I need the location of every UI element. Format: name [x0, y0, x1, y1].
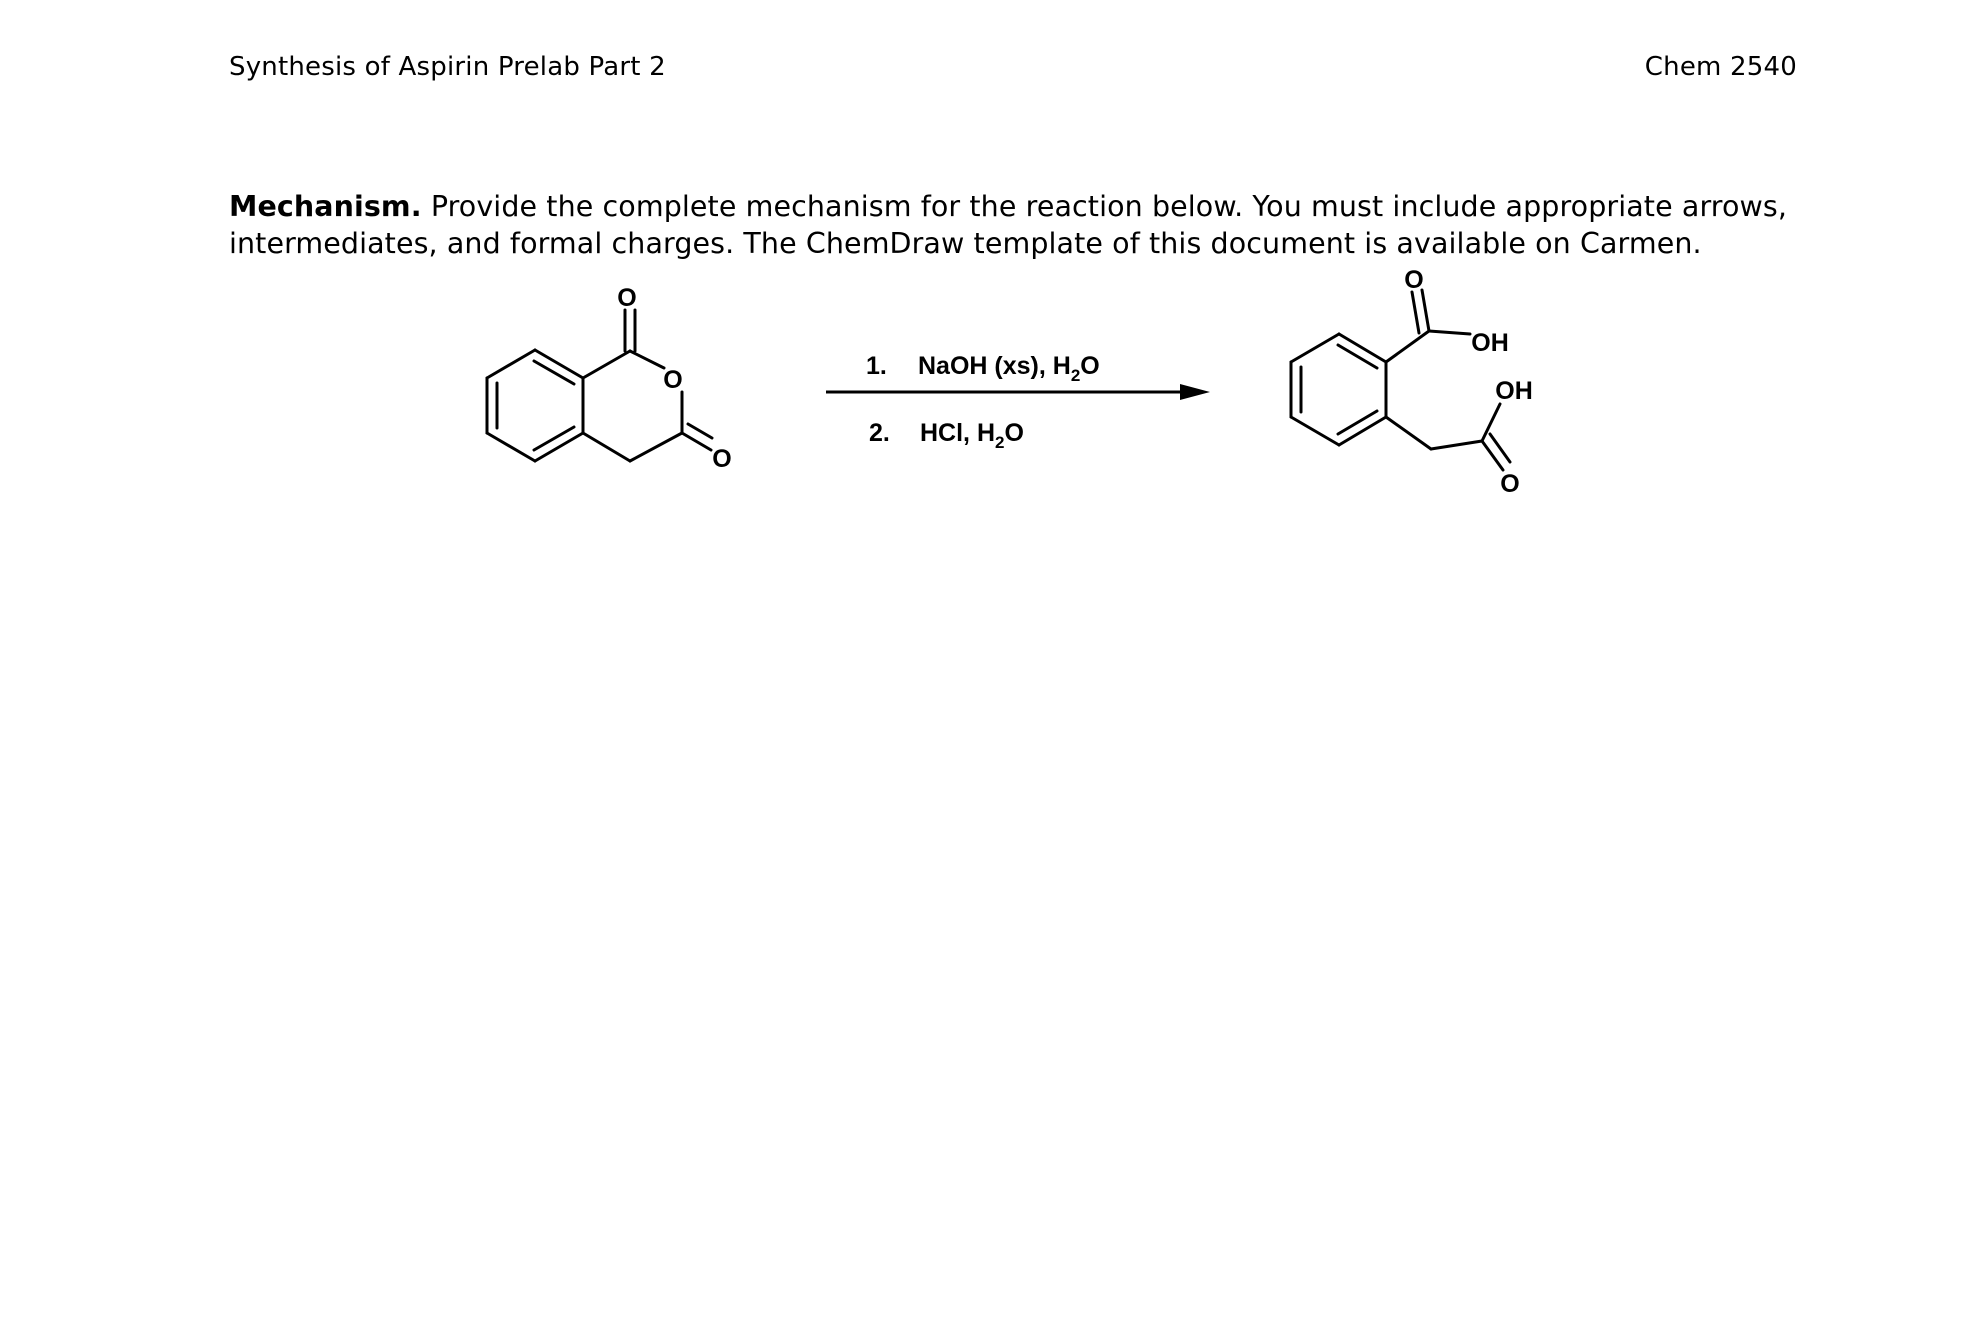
condition-step-2-number: 2.: [869, 419, 890, 447]
product-structure: [1291, 290, 1510, 470]
product-carbonyl-oxygen-top: O: [1404, 266, 1424, 294]
product-carbonyl-oxygen-bottom: O: [1500, 470, 1520, 498]
condition-step-2-tail: O: [1004, 419, 1024, 447]
reactant-carbonyl-oxygen: O: [617, 284, 637, 312]
header-title: Synthesis of Aspirin Prelab Part 2: [229, 52, 666, 82]
question-body: Provide the complete mechanism for the reaction below. You must include appropriate arrows, intermediates, and formal charges. The ChemDraw template of this document is available on Carmen.: [229, 190, 1787, 260]
reactant-lactone-oxygen: O: [712, 445, 732, 473]
condition-step-1-number: 1.: [866, 352, 887, 380]
product-hydroxyl-side: OH: [1495, 377, 1533, 405]
reaction-arrow: [826, 384, 1210, 400]
condition-step-2-sub: 2: [995, 433, 1005, 452]
question-heading: Mechanism.: [229, 190, 422, 223]
condition-step-2-reagent: HCl, H: [920, 419, 995, 447]
condition-step-1-reagent: NaOH (xs), H: [918, 352, 1071, 380]
product-hydroxyl-top: OH: [1471, 329, 1509, 357]
condition-step-1-sub: 2: [1070, 366, 1081, 385]
condition-step-2: [869, 419, 1024, 452]
condition-step-1: [866, 352, 1100, 385]
header-course: Chem 2540: [1644, 52, 1797, 82]
condition-step-1-tail: O: [1080, 352, 1100, 380]
reactant-ring-oxygen: O: [663, 366, 683, 394]
